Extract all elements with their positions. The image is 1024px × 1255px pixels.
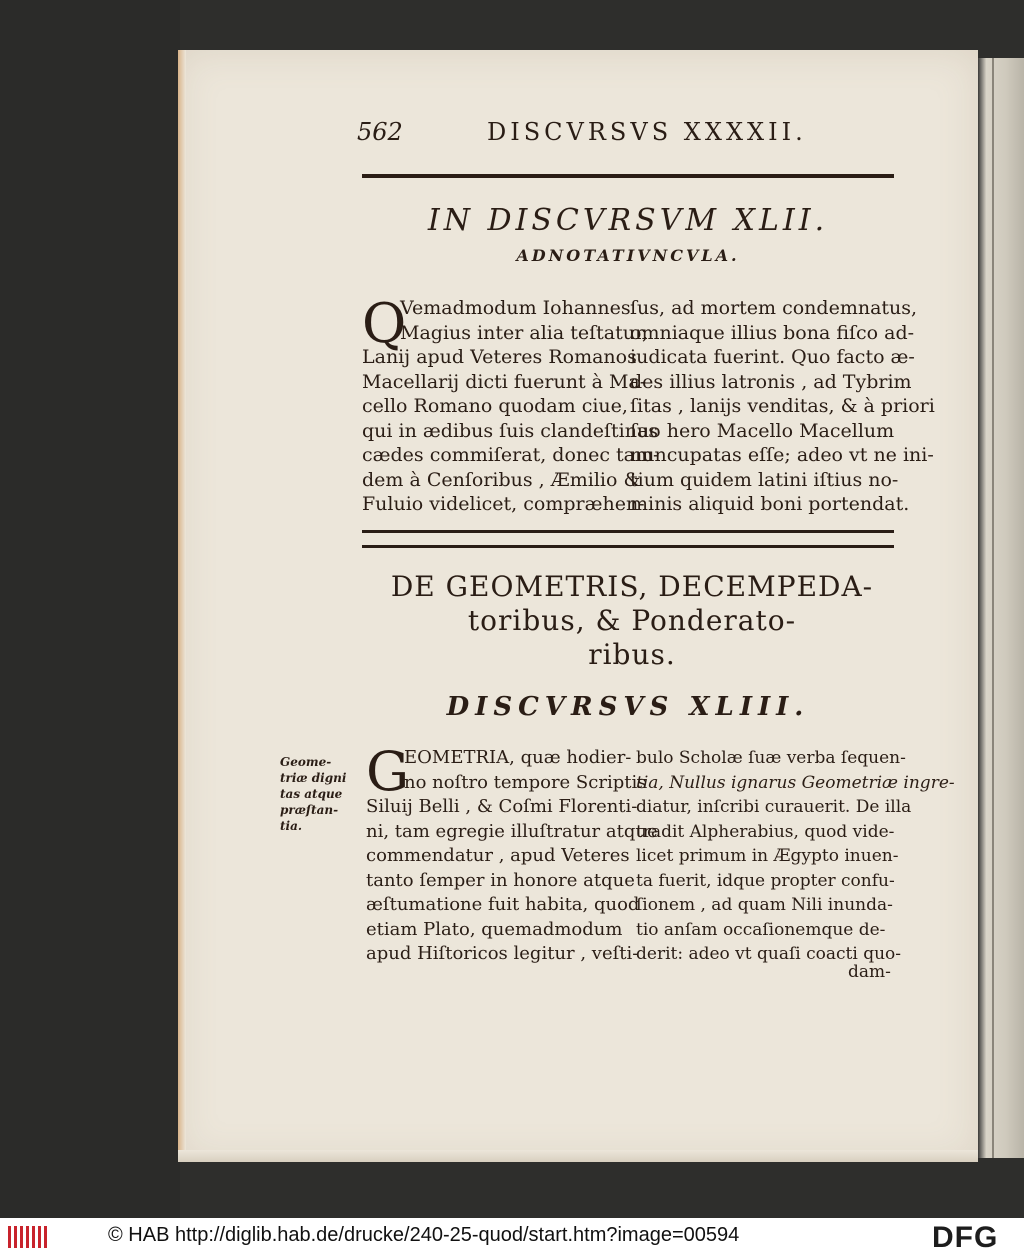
running-title: DISCVRSVS XXXXII. — [487, 118, 807, 146]
body-left-column — [366, 740, 658, 967]
margin-note-line: præſtan- — [280, 803, 339, 817]
annotation-right-column — [630, 296, 935, 517]
section-rule-bottom — [362, 545, 894, 548]
viewer-footer — [0, 1218, 1024, 1255]
body-right-column — [636, 746, 955, 967]
text-line: iudicata fuerint. Quo facto æ- — [630, 346, 915, 368]
text-line: licet primum in Ægypto inuen- — [636, 846, 899, 866]
page-header — [357, 118, 897, 154]
text-line: ſionem , ad quam Nili inunda- — [636, 895, 893, 915]
section-title — [352, 570, 912, 672]
text-line: ta fuerit, idque propter confu- — [636, 870, 895, 891]
annotation-subheading: ADNOTATIVNCVLA. — [516, 246, 740, 265]
margin-note-line: triæ digni — [280, 771, 347, 785]
annotation-left-column — [362, 292, 660, 517]
hab-logo-icon[interactable] — [6, 1224, 48, 1250]
text-line: des illius latronis , ad Tybrim — [630, 370, 912, 393]
discourse-heading: DISCVRSVS XLIII. — [446, 692, 810, 722]
margin-note — [280, 754, 350, 834]
section-title-line: toribus, & Ponderato- — [467, 604, 797, 637]
text-line: no noſtro tempore Scriptis — [404, 771, 647, 793]
text-line: etiam Plato, quemadmodum — [366, 918, 623, 940]
section-rule-top — [362, 530, 894, 533]
dfg-logo[interactable]: DFG — [932, 1221, 999, 1254]
text-line: cello Romano quodam ciue, — [362, 395, 628, 417]
text-line: omniaque illius bona fiſco ad- — [630, 321, 915, 344]
text-line: Macellarij dicti fuerunt à Ma- — [362, 370, 647, 393]
page-gutter-line — [992, 58, 994, 1158]
viewer-background-left — [0, 0, 180, 1218]
text-line: bulo Scholæ ſuæ verba ſequen- — [636, 748, 906, 768]
text-line: qui in ædibus ſuis clandeſtinas — [362, 419, 659, 442]
text-line: minis aliquid boni portendat. — [630, 493, 910, 515]
text-line: diatur, inſcribi curauerit. De illa — [636, 797, 912, 817]
text-line: Siluij Belli , & Coſmi Florenti- — [366, 796, 638, 817]
page-edge-left — [178, 50, 186, 1162]
text-line: dem à Cenſoribus , Æmilio & — [362, 468, 641, 491]
body-dropcap: G — [366, 740, 410, 803]
margin-note-line: tas atque — [280, 787, 343, 801]
text-line: tio anſam occaſionemque de- — [636, 919, 886, 940]
annotation-heading: IN DISCVRSVM XLII. — [427, 203, 829, 238]
text-line: EOMETRIA, quæ hodier- — [404, 747, 632, 768]
text-line: cædes commiſerat, donec tam- — [362, 444, 660, 466]
text-line: Vemadmodum Iohannes — [400, 297, 631, 319]
text-line: Lanij apud Veteres Romanos — [362, 346, 637, 368]
header-rule — [362, 174, 894, 178]
text-line: tradit Alpherabius, quod vide- — [636, 821, 895, 842]
text-line: ſitas , lanijs venditas, & à priori — [630, 395, 935, 417]
text-line: tia, Nullus ignarus Geometriæ ingre- — [636, 772, 955, 793]
catchword: dam- — [848, 962, 891, 982]
adjacent-page-edge — [978, 58, 1024, 1158]
section-title-line: ribus. — [588, 638, 676, 671]
text-line: Fuluio videlicet, compræhen- — [362, 493, 645, 515]
text-line: ni, tam egregie illuſtratur atque — [366, 820, 658, 842]
annotation-dropcap: Q — [362, 292, 407, 355]
text-line: nuncupatas eſſe; adeo vt ne ini- — [630, 444, 934, 466]
margin-note-line: tia. — [280, 819, 303, 833]
text-line: derit: adeo vt quaſi coacti quo- — [636, 944, 902, 964]
page-edge-bottom — [178, 1150, 978, 1162]
text-line: apud Hiſtoricos legitur , veſti- — [366, 943, 639, 964]
margin-note-line: Geome- — [280, 755, 332, 769]
text-line: Magius inter alia teſtatur, — [400, 321, 648, 344]
page-number: 562 — [357, 118, 403, 146]
text-line: tanto ſemper in honore atque — [366, 869, 635, 891]
text-line: tium quidem latini iſtius no- — [630, 468, 899, 491]
section-title-line: DE GEOMETRIS, DECEMPEDA- — [390, 570, 874, 603]
text-line: ſus, ad mortem condemnatus, — [630, 297, 918, 319]
text-line: commendatur , apud Veteres — [366, 845, 630, 866]
text-line: ſuo hero Macello Macellum — [630, 419, 895, 442]
copyright-link[interactable]: © HAB http://diglib.hab.de/drucke/240-25-quod/start.htm?image=00594 — [108, 1224, 740, 1246]
text-line: æſtumatione fuit habita, quod — [366, 894, 640, 915]
